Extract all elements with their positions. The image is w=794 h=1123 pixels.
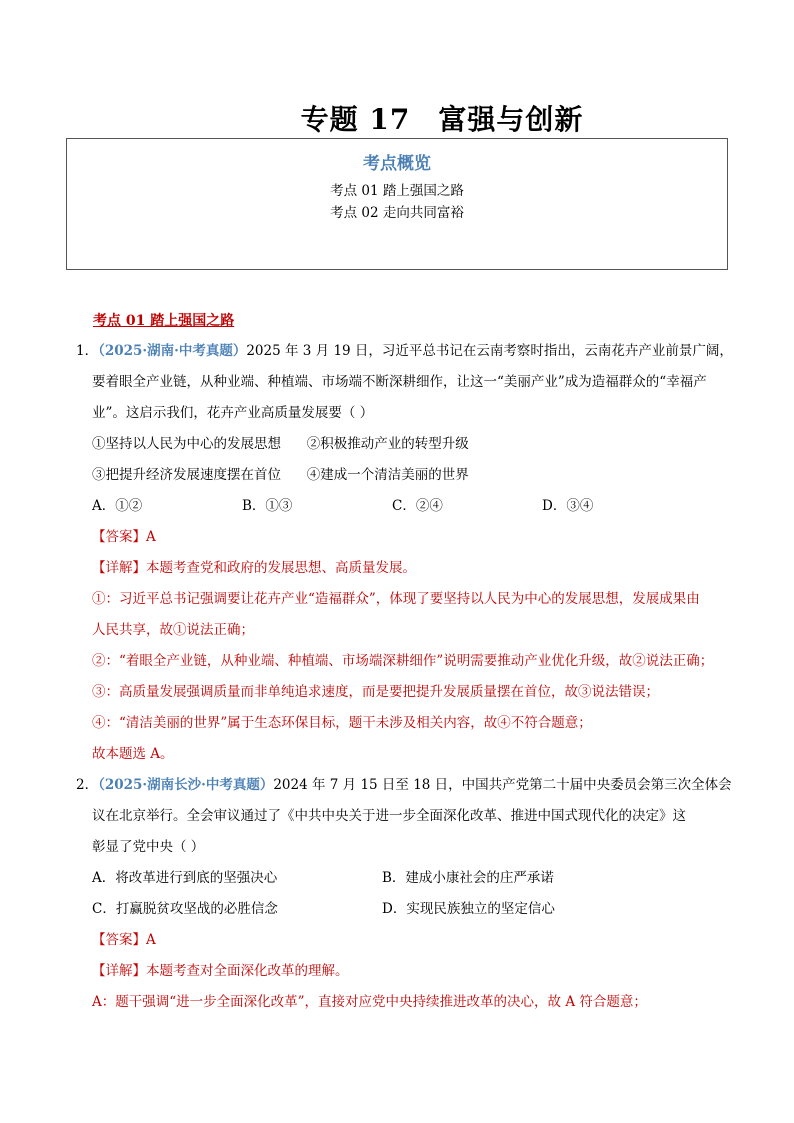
q2-source: （2025·湖南长沙·中考真题）	[98, 777, 274, 793]
q1-detail: 【详解】本题考查党和政府的发展思想、高质量发展。	[92, 560, 416, 576]
q1-options	[76, 491, 736, 522]
q1-option-d: D．③④	[542, 498, 594, 514]
q1-option-a: A．①②	[92, 498, 143, 514]
q2-option-a: A．将改革进行到底的坚强决心	[92, 870, 278, 886]
q2-options-row-1	[76, 863, 736, 894]
q1-statements-row-2: ③把提升经济发展速度摆在首位 ④建成一个清洁美丽的世界	[92, 467, 469, 483]
question-content	[76, 336, 736, 1018]
overview-title: 考点概览	[363, 154, 431, 174]
q2-stem-line-2: 议在北京举行。全会审议通过了《中共中央关于进一步全面深化改革、推进中国式现代化的决定》这	[92, 808, 686, 824]
q2-options-row-2	[76, 894, 736, 925]
q1-source: （2025·湖南·中考真题）	[98, 343, 247, 359]
q2-number: 2．	[76, 777, 99, 793]
q2-stem-line-3: 彰显了党中央（ ）	[92, 839, 205, 855]
title-text: 富强与创新	[438, 103, 584, 136]
q2-option-c: C．打赢脱贫攻坚战的必胜信念	[92, 901, 278, 917]
title-number: 专题 17	[300, 103, 411, 136]
q2-explain-1: A：题干强调“进一步全面深化改革”，直接对应党中央持续推进改革的决心，故 A 符合题意；	[92, 994, 647, 1010]
q1-number: 1．	[76, 343, 99, 359]
section-heading: 考点 01 踏上强国之路	[93, 313, 235, 329]
q2-option-b: B．建成小康社会的庄严承诺	[382, 870, 554, 886]
q1-explain-1: ①：习近平总书记强调要让花卉产业“造福群众”，体现了要坚持以人民为中心的发展思想，发展成果由	[92, 591, 700, 607]
q1-stem-line-1: 1．（2025·湖南·中考真题）2025 年 3 月 19 日，习近平总书记在云南考察时指出，云南花卉产业前景广阔，	[76, 343, 733, 359]
q1-stem-line-3: 业”。这启示我们，花卉产业高质量发展要（ ）	[92, 405, 374, 421]
q1-explain-5: ④：“清洁美丽的世界”属于生态环保目标，题干未涉及相关内容，故④不符合题意；	[92, 715, 592, 731]
overview-item-02: 考点 02 走向共同富裕	[330, 205, 464, 221]
q1-explain-2: 人民共享，故①说法正确；	[92, 622, 254, 638]
q1-option-c: C．②④	[392, 498, 443, 514]
q1-explain-3: ②：“着眼全产业链，从种业端、种植端、市场端深耕细作”说明需要推动产业优化升级，故②说法正确；	[92, 653, 714, 669]
q1-statements-row-1: ①坚持以人民为中心的发展思想 ②积极推动产业的转型升级	[92, 436, 469, 452]
overview-box	[66, 138, 728, 270]
q2-stem-line-1: 2．（2025·湖南长沙·中考真题）2024 年 7 月 15 日至 18 日，中国共产党第二十届中央委员会第三次全体会	[76, 777, 732, 793]
q2-option-d: D．实现民族独立的坚定信心	[382, 901, 555, 917]
page-title	[0, 98, 794, 138]
overview-item-01: 考点 01 踏上强国之路	[330, 183, 464, 199]
q2-detail: 【详解】本题考查对全面深化改革的理解。	[92, 963, 349, 979]
q2-answer: 【答案】A	[92, 932, 156, 948]
q1-option-b: B．①③	[242, 498, 293, 514]
q1-stem-line-2: 要着眼全产业链，从种业端、种植端、市场端不断深耕细作，让这一“美丽产业”成为造福群众的“幸福产	[92, 374, 707, 390]
q1-explain-4: ③：高质量发展强调质量而非单纯追求速度，而是要把提升发展质量摆在首位，故③说法错误；	[92, 684, 659, 700]
q1-answer: 【答案】A	[92, 529, 156, 545]
q1-explain-6: 故本题选 A。	[92, 746, 174, 762]
